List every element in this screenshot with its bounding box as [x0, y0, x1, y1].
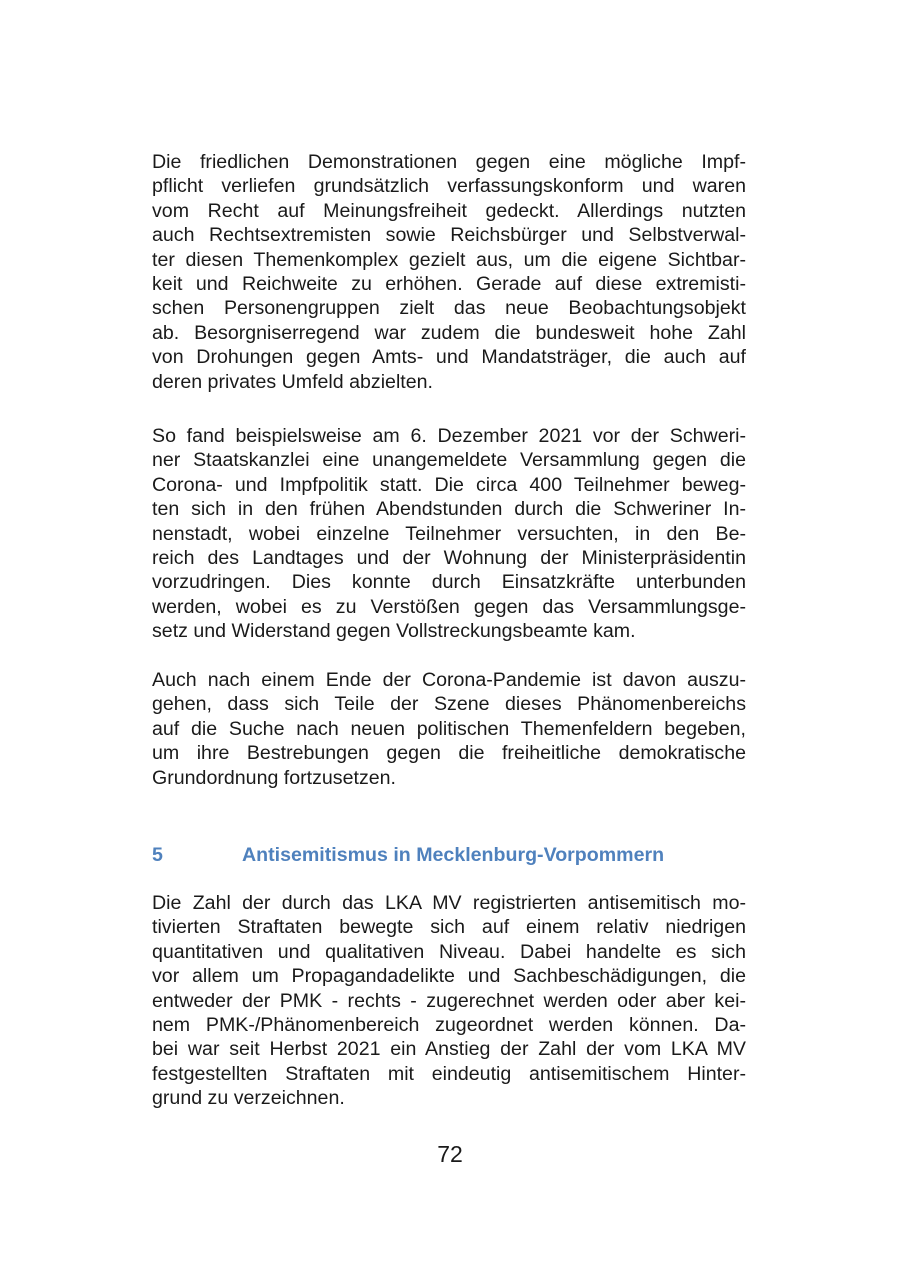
paragraph-line: entweder der PMK - rechts - zugerechnet werden oder aber kei-: [152, 989, 746, 1012]
paragraph-schwerin-assembly: [152, 424, 746, 644]
paragraph-post-pandemic-outlook: [152, 668, 746, 790]
paragraph-line: keit und Reichweite zu erhöhen. Gerade auf diese extremisti-: [152, 272, 746, 295]
paragraph-line: So fand beispielsweise am 6. Dezember 2021 vor der Schweri-: [152, 425, 746, 447]
paragraph-line: Auch nach einem Ende der Corona-Pandemie ist davon auszu-: [152, 669, 746, 691]
paragraph-line: auch Rechtsextremisten sowie Reichsbürger und Selbstverwal-: [152, 224, 746, 247]
paragraph-line: Die Zahl der durch das LKA MV registrierten antisemitisch mo-: [152, 892, 746, 914]
page-number: 72: [437, 1141, 463, 1167]
paragraph-line: vor allem um Propagandadelikte und Sachbeschädigungen, die: [152, 965, 746, 988]
paragraph-line: deren privates Umfeld abzielten.: [152, 370, 433, 393]
paragraph-line: setz und Widerstand gegen Vollstreckungsbeamte kam.: [152, 620, 636, 643]
paragraph-line: grund zu verzeichnen.: [152, 1087, 345, 1110]
paragraph-line: gehen, dass sich Teile der Szene dieses Phänomenbereichs: [152, 693, 746, 716]
paragraph-line: quantitativen und qualitativen Niveau. Dabei handelte es sich: [152, 940, 746, 963]
paragraph-line: ab. Besorgniserregend war zudem die bundesweit hohe Zahl: [152, 321, 746, 344]
paragraph-line: ner Staatskanzlei eine unangemeldete Versammlung gegen die: [152, 449, 746, 472]
paragraph-line: festgestellten Straftaten mit eindeutig antisemitischem Hinter-: [152, 1062, 746, 1085]
paragraph-line: nem PMK-/Phänomenbereich zugeordnet werden können. Da-: [152, 1013, 746, 1036]
section-heading: [152, 841, 746, 869]
paragraph-line: um ihre Bestrebungen gegen die freiheitliche demokratische: [152, 742, 746, 765]
paragraph-line: vom Recht auf Meinungsfreiheit gedeckt. Allerdings nutzten: [152, 199, 746, 222]
paragraph-line: bei war seit Herbst 2021 ein Anstieg der Zahl der vom LKA MV: [152, 1038, 746, 1061]
paragraph-line: Die friedlichen Demonstrationen gegen eine mögliche Impf-: [152, 151, 746, 173]
paragraph-antisemitism-statistics: [152, 891, 746, 1111]
paragraph-line: reich des Landtages und der Wohnung der Ministerpräsidentin: [152, 546, 746, 569]
paragraph-line: Grundordnung fortzusetzen.: [152, 766, 396, 789]
paragraph-line: pflicht verliefen grundsätzlich verfassungskonform und waren: [152, 175, 746, 198]
paragraph-line: vorzudringen. Dies konnte durch Einsatzkräfte unterbunden: [152, 571, 746, 594]
section-title: Antisemitismus in Mecklenburg-Vorpommern: [242, 844, 665, 866]
paragraph-line: schen Personengruppen zielt das neue Beobachtungsobjekt: [152, 297, 746, 320]
paragraph-line: nenstadt, wobei einzelne Teilnehmer versuchten, in den Be-: [152, 522, 746, 545]
paragraph-line: Corona- und Impfpolitik statt. Die circa 400 Teilnehmer beweg-: [152, 473, 746, 496]
paragraph-line: werden, wobei es zu Verstößen gegen das Versammlungsge-: [152, 595, 746, 618]
paragraph-vaccination-protests: [152, 150, 746, 394]
paragraph-line: auf die Suche nach neuen politischen Themenfeldern begeben,: [152, 717, 746, 740]
paragraph-line: tivierten Straftaten bewegte sich auf einem relativ niedrigen: [152, 916, 746, 939]
section-number: 5: [152, 844, 163, 866]
paragraph-line: ter diesen Themenkomplex gezielt aus, um die eigene Sichtbar-: [152, 248, 746, 271]
paragraph-line: ten sich in den frühen Abendstunden durch die Schweriner In-: [152, 498, 746, 521]
paragraph-line: von Drohungen gegen Amts- und Mandatsträger, die auch auf: [152, 346, 746, 369]
